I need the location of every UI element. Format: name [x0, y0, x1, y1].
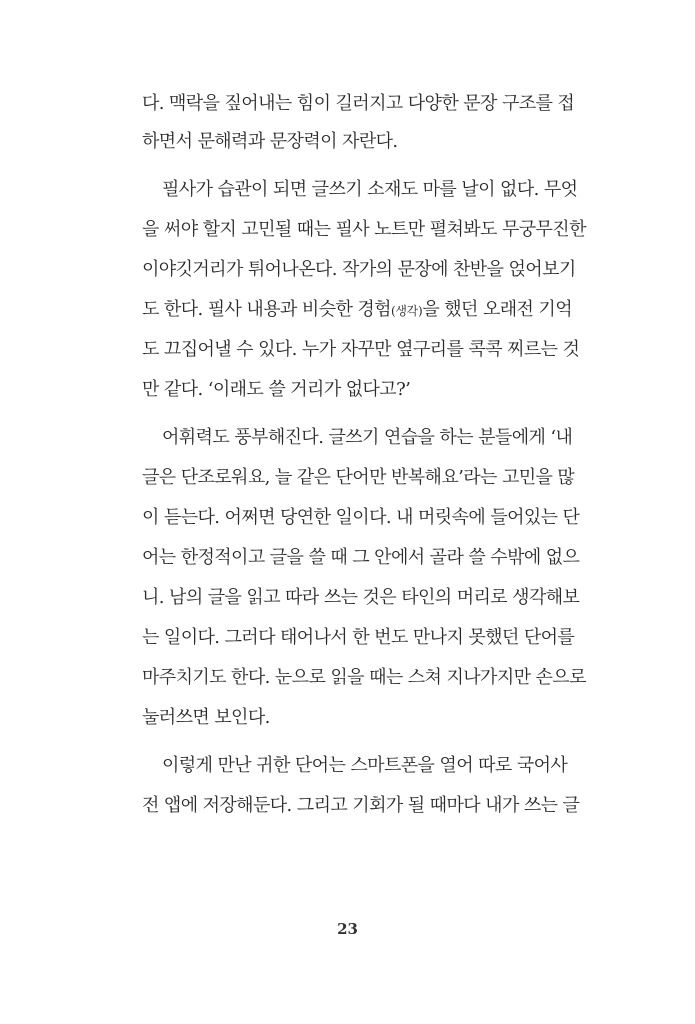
text-line-with-annotation — [142, 296, 572, 325]
text-line: 니. 남의 글을 읽고 따라 쓰는 것은 타인의 머리로 생각해보 — [142, 587, 580, 608]
text-line: 눌러쓰면 보인다. — [142, 707, 270, 728]
text-line: 필사가 습관이 되면 글쓰기 소재도 마를 날이 없다. 무엇 — [162, 179, 578, 200]
text-segment: 을 했던 오래전 기억 — [422, 299, 573, 320]
text-segment: 도 한다. 필사 내용과 비슷한 경험 — [142, 299, 391, 320]
text-line: 는 일이다. 그러다 태어나서 한 번도 만나지 못했던 단어를 — [142, 627, 575, 648]
text-line: 전 앱에 저장해둔다. 그리고 기회가 될 때마다 내가 쓰는 글 — [142, 795, 580, 816]
text-line: 이 듣는다. 어쩌면 당연한 일이다. 내 머릿속에 들어있는 단 — [142, 507, 580, 528]
text-line: 이야깃거리가 튀어나온다. 작가의 문장에 찬반을 얹어보기 — [142, 259, 576, 280]
text-line: 어는 한정적이고 글을 쓸 때 그 안에서 골라 쓸 수밖에 없으 — [142, 547, 580, 568]
text-line: 다. 맥락을 짚어내는 힘이 길러지고 다양한 문장 구조를 접 — [142, 93, 575, 114]
text-line: 마주치기도 한다. 눈으로 읽을 때는 스쳐 지나가지만 손으로 — [142, 667, 586, 688]
inline-annotation: (생각) — [390, 304, 423, 318]
text-line: 하면서 문해력과 문장력이 자란다. — [142, 131, 398, 152]
text-line: 이렇게 만난 귀한 단어는 스마트폰을 열어 따로 국어사 — [162, 755, 568, 776]
text-line: 어휘력도 풍부해진다. 글쓰기 연습을 하는 분들에게 ‘내 — [162, 427, 573, 448]
text-line: 을 써야 할지 고민될 때는 필사 노트만 펼쳐봐도 무궁무진한 — [142, 219, 586, 240]
text-line: 글은 단조로워요, 늘 같은 단어만 반복해요’라는 고민을 많 — [142, 467, 575, 488]
text-line: 만 같다. ‘이래도 쓸 거리가 없다고?’ — [142, 379, 411, 400]
page-number: 23 — [337, 920, 358, 938]
text-line: 도 끄집어낼 수 있다. 누가 자꾸만 옆구리를 콕콕 찌르는 것 — [142, 339, 580, 360]
